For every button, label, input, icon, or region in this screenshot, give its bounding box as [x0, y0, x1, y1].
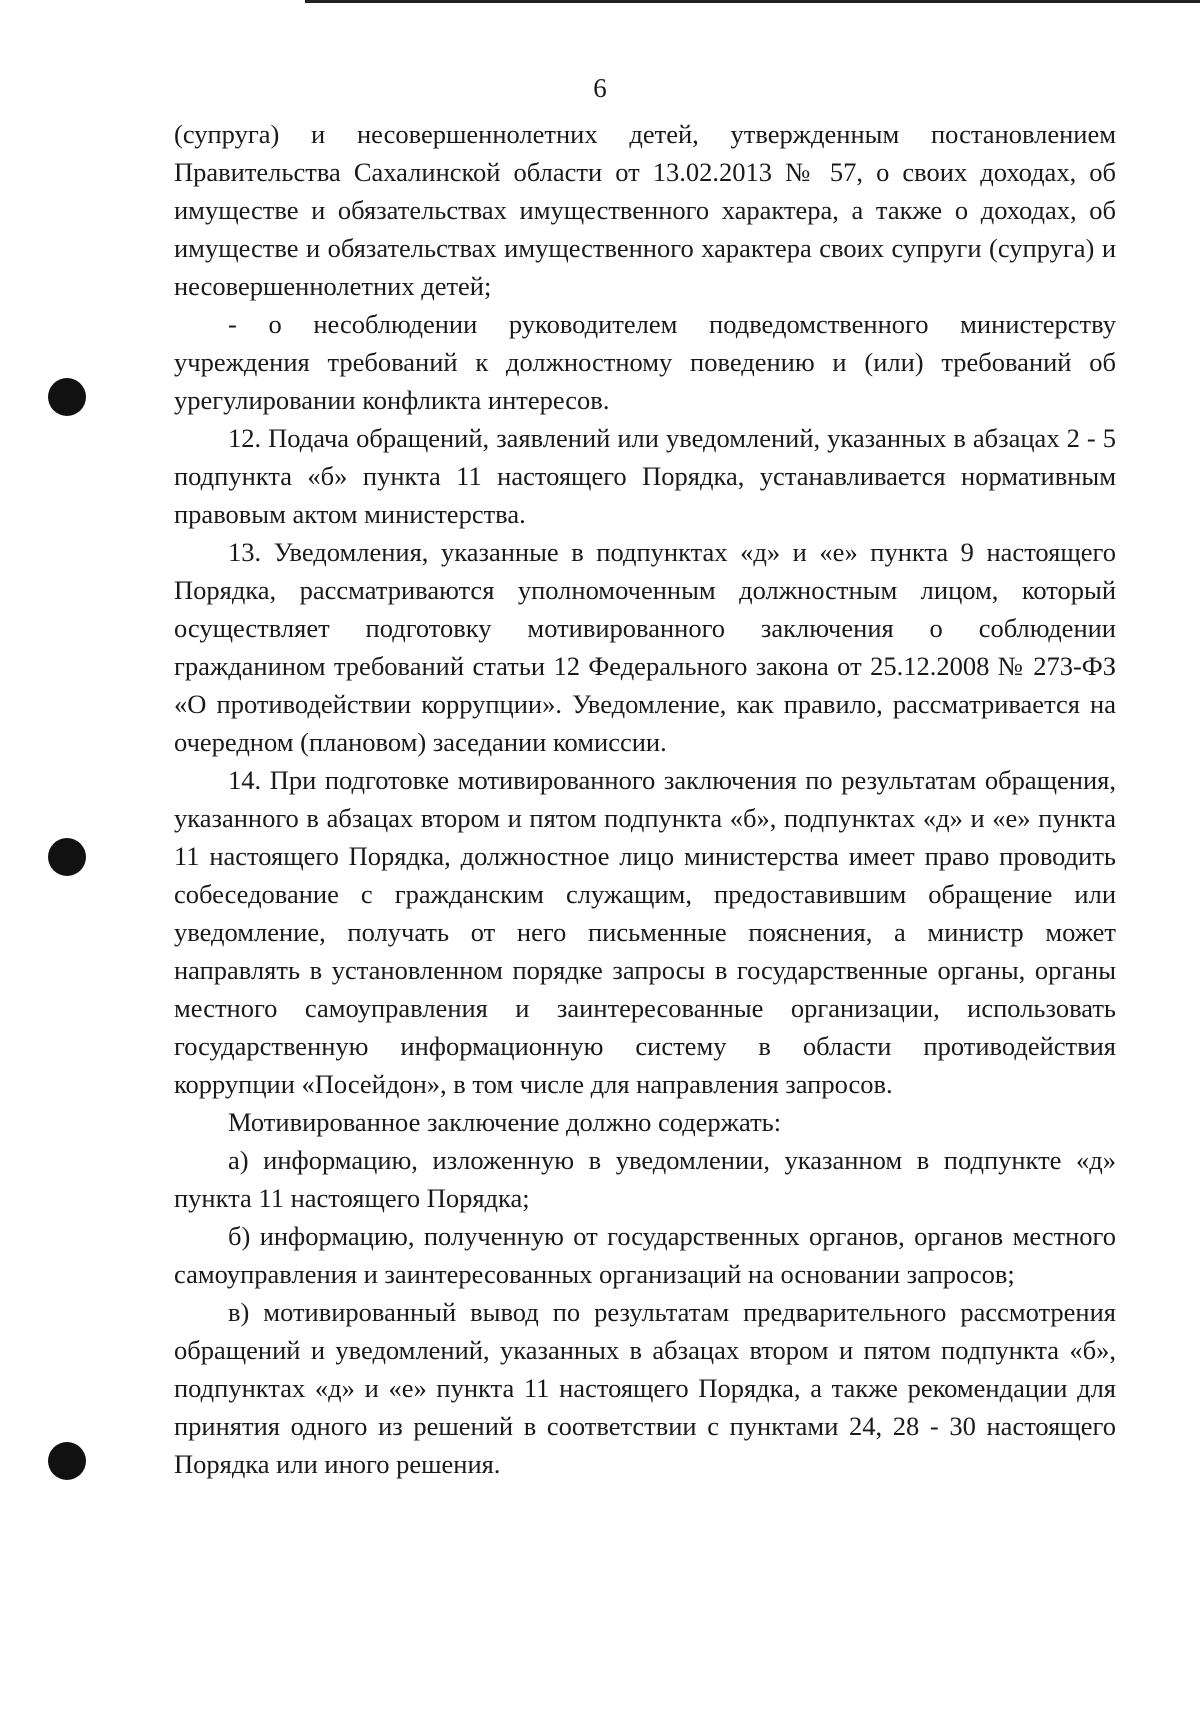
scan-edge-line	[305, 0, 1200, 3]
punch-hole	[48, 1442, 86, 1480]
punch-hole	[48, 378, 86, 416]
paragraph-item-a: а) информацию, изложенную в уведомлении, указанном в подпункте «д» пункта 11 настоящего Порядка;	[174, 1145, 1116, 1213]
paragraph-item-b: б) информацию, полученную от государственных органов, органов местного самоуправления и заинтересованных организаций на основании запросов;	[174, 1221, 1116, 1289]
paragraph-clause-12: 12. Подача обращений, заявлений или уведомлений, указанных в абзацах 2 - 5 подпункта «б» пункта 11 настоящего Порядка, устанавливается нормативным правовым актом министерства.	[174, 423, 1116, 529]
paragraph-continuation: (супруга) и несовершеннолетних детей, утвержденным постановлением Правительства Сахалинской области от 13.02.2013 № 57, о своих доходах, об имуществе и обязательствах имущественного характера, а также о доходах, об имуществе и обязательствах имущественного характера своих супруги (супруга) и несовершеннолетних детей;	[174, 119, 1116, 301]
punch-hole	[48, 838, 86, 876]
page-number: 6	[593, 73, 607, 103]
document-body	[174, 115, 1116, 1483]
paragraph-clause-14: 14. При подготовке мотивированного заключения по результатам обращения, указанного в абзацах втором и пятом подпункта «б», подпунктах «д» и «е» пункта 11 настоящего Порядка, должностное лицо министерства имеет право проводить собеседование с гражданским служащим, предоставившим обращение или уведомление, получать от него письменные пояснения, а министр может направлять в установленном порядке запросы в государственные органы, органы местного самоуправления и заинтересованные организации, использовать государственную информационную систему в области противодействия коррупции «Посейдон», в том числе для направления запросов.	[174, 765, 1116, 1099]
paragraph-item-v: в) мотивированный вывод по результатам предварительного рассмотрения обращений и уведомлений, указанных в абзацах втором и пятом подпункта «б», подпунктах «д» и «е» пункта 11 настоящего Порядка, а также рекомендации для принятия одного из решений в соответствии с пунктами 24, 28 - 30 настоящего Порядка или иного решения.	[174, 1297, 1116, 1479]
paragraph-clause-13: 13. Уведомления, указанные в подпунктах «д» и «е» пункта 9 настоящего Порядка, рассматриваются уполномоченным должностным лицом, который осуществляет подготовку мотивированного заключения о соблюдении гражданином требований статьи 12 Федерального закона от 25.12.2008 № 273-ФЗ «О противодействии коррупции». Уведомление, как правило, рассматривается на очередном (плановом) заседании комиссии.	[174, 537, 1116, 757]
paragraph-conclusion-intro: Мотивированное заключение должно содержать:	[228, 1107, 782, 1137]
paragraph-noncompliance-item: - о несоблюдении руководителем подведомственного министерству учреждения требований к должностному поведению и (или) требований об урегулировании конфликта интересов.	[174, 309, 1116, 415]
